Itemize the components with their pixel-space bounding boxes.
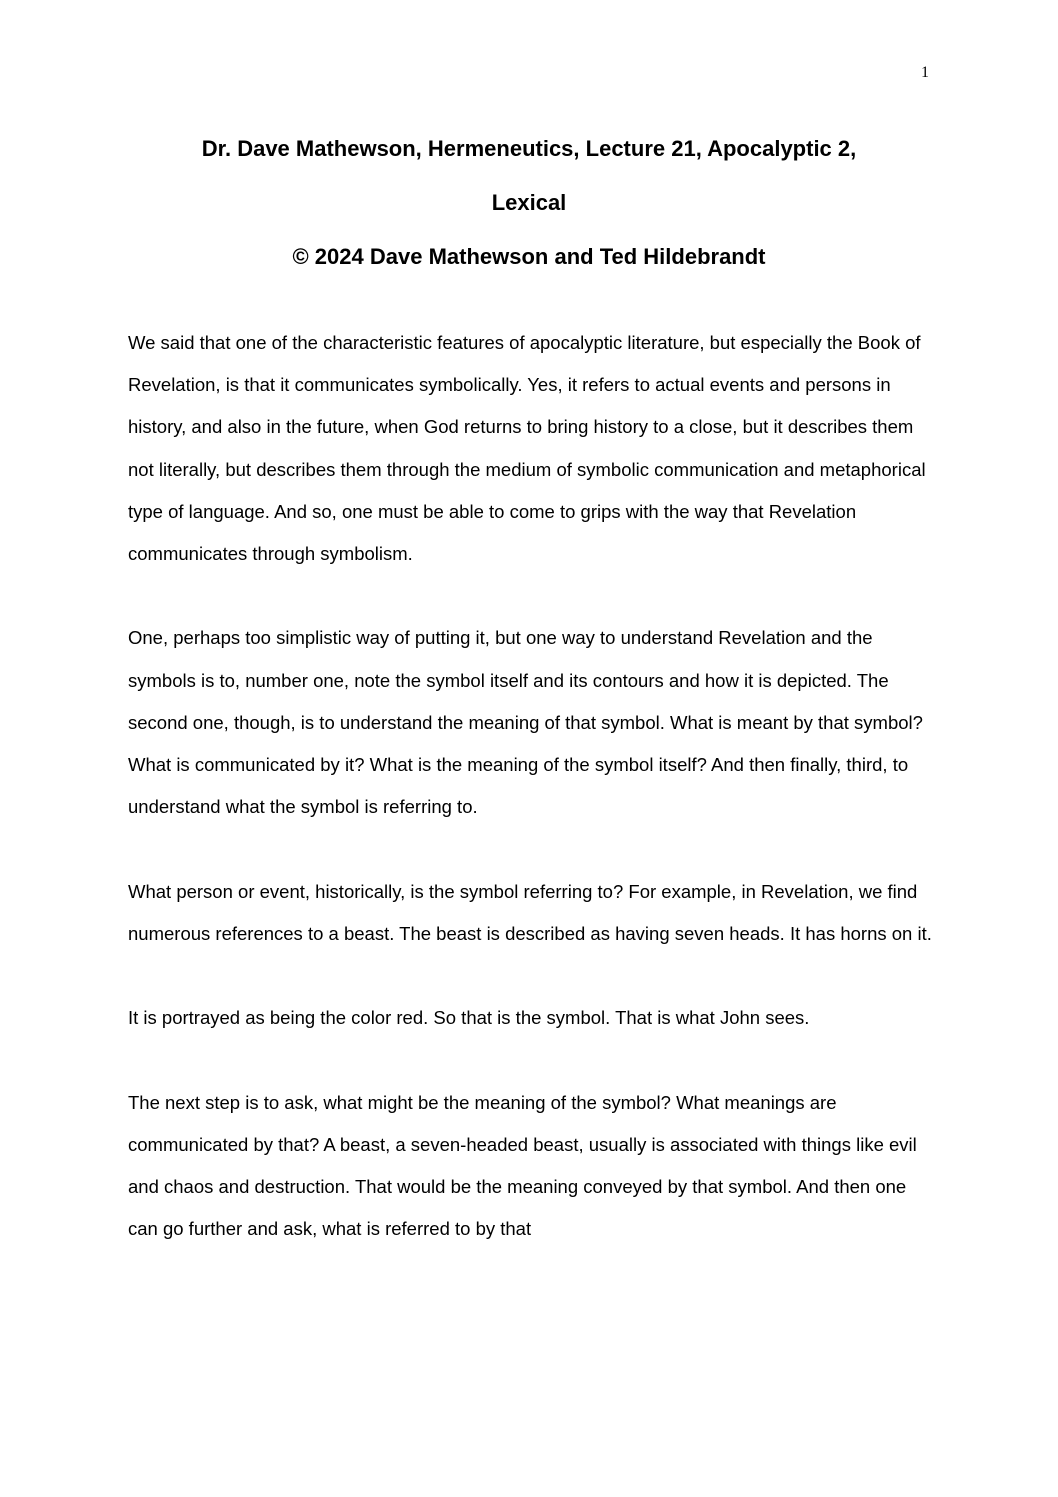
document-body xyxy=(128,322,933,1250)
paragraph-1: We said that one of the characteristic features of apocalyptic literature, but especially the Book of Revelation, is that it communicates symbolically. Yes, it refers to actual events and persons in history, and also in the future, when God returns to bring history to a close, but it describes them not literally, but describes them through the medium of symbolic communication and metaphorical type of language. And so, one must be able to come to grips with the way that Revelation communicates through symbolism. xyxy=(128,332,926,565)
paragraph-2: One, perhaps too simplistic way of putting it, but one way to understand Revelation and the symbols is to, number one, note the symbol itself and its contours and how it is depicted. The second one, though, is to understand the meaning of that symbol. What is meant by that symbol? What is communicated by it? What is the meaning of the symbol itself? And then finally, third, to understand what the symbol is referring to. xyxy=(128,627,923,818)
page-number: 1 xyxy=(921,64,929,81)
paragraph-5: The next step is to ask, what might be the meaning of the symbol? What meanings are communicated by that? A beast, a seven-headed beast, usually is associated with things like evil and chaos and destruction. That would be the meaning conveyed by that symbol. And then one can go further and ask, what is referred to by that xyxy=(128,1091,917,1240)
document-title-line-2: Lexical xyxy=(491,190,567,215)
paragraph-4: It is portrayed as being the color red. So that is the symbol. That is what John sees. xyxy=(128,1007,810,1029)
copyright-line: © 2024 Dave Mathewson and Ted Hildebrandt xyxy=(292,244,766,269)
document-title-line-1: Dr. Dave Mathewson, Hermeneutics, Lecture 21, Apocalyptic 2, xyxy=(201,136,857,161)
document-header xyxy=(128,122,930,284)
paragraph-3: What person or event, historically, is the symbol referring to? For example, in Revelation, we find numerous references to a beast. The beast is described as having seven heads. It has horns on it. xyxy=(128,880,932,944)
